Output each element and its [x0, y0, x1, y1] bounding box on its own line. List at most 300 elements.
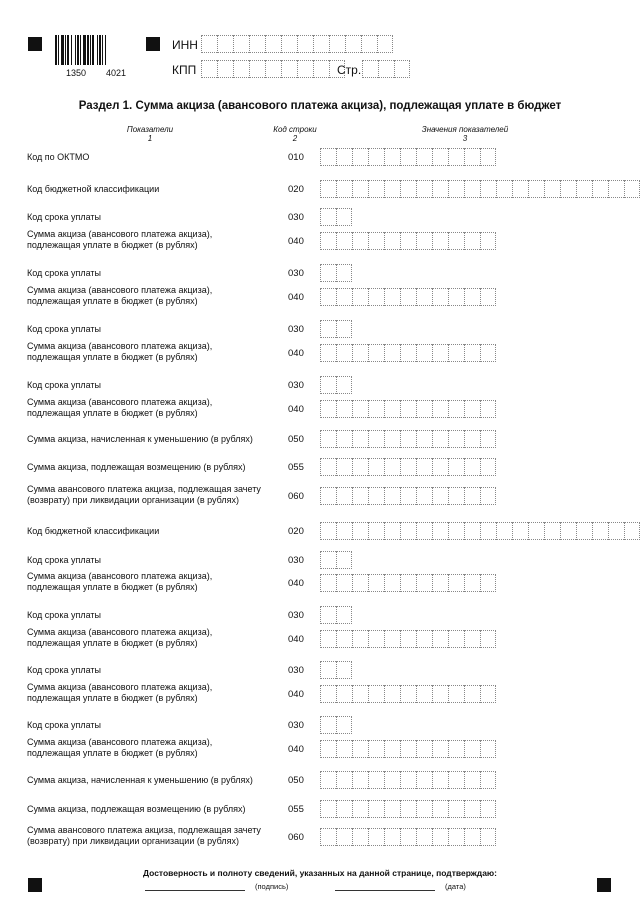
digit-cell[interactable] [368, 685, 384, 703]
digit-cell[interactable] [345, 35, 361, 53]
digit-cell[interactable] [361, 35, 377, 53]
digit-cell[interactable] [394, 60, 410, 78]
digit-cell[interactable] [464, 630, 480, 648]
digit-cell[interactable] [320, 828, 336, 846]
digit-cell[interactable] [368, 522, 384, 540]
row-value-field[interactable] [320, 376, 352, 394]
digit-cell[interactable] [400, 771, 416, 789]
row-label: Код бюджетной классификации [27, 526, 160, 536]
digit-cell[interactable] [432, 828, 448, 846]
digit-cell[interactable] [448, 800, 464, 818]
digit-cell[interactable] [320, 800, 336, 818]
digit-cell[interactable] [464, 458, 480, 476]
digit-cell[interactable] [352, 630, 368, 648]
digit-cell[interactable] [416, 771, 432, 789]
digit-cell[interactable] [384, 458, 400, 476]
digit-cell[interactable] [320, 630, 336, 648]
digit-cell[interactable] [464, 487, 480, 505]
digit-cell[interactable] [384, 522, 400, 540]
digit-cell[interactable] [400, 232, 416, 250]
digit-cell[interactable] [336, 458, 352, 476]
digit-cell[interactable] [320, 740, 336, 758]
digit-cell[interactable] [432, 180, 448, 198]
digit-cell[interactable] [464, 574, 480, 592]
digit-cell[interactable] [336, 148, 352, 166]
digit-cell[interactable] [320, 771, 336, 789]
digit-cell[interactable] [336, 320, 352, 338]
digit-cell[interactable] [320, 376, 336, 394]
page-label: Стр. [337, 63, 362, 77]
digit-cell[interactable] [560, 522, 576, 540]
digit-cell[interactable] [480, 400, 496, 418]
digit-cell[interactable] [352, 400, 368, 418]
row-value-field[interactable] [320, 400, 496, 418]
digit-cell[interactable] [464, 180, 480, 198]
row-value-field[interactable] [320, 551, 352, 569]
digit-cell[interactable] [384, 344, 400, 362]
digit-cell[interactable] [336, 771, 352, 789]
digit-cell[interactable] [480, 180, 496, 198]
row-label: Код срока уплаты [27, 610, 101, 620]
digit-cell[interactable] [400, 574, 416, 592]
digit-cell[interactable] [416, 487, 432, 505]
digit-cell[interactable] [352, 740, 368, 758]
digit-cell[interactable] [464, 232, 480, 250]
digit-cell[interactable] [464, 148, 480, 166]
digit-cell[interactable] [592, 522, 608, 540]
digit-cell[interactable] [320, 320, 336, 338]
digit-cell[interactable] [336, 522, 352, 540]
digit-cell[interactable] [480, 430, 496, 448]
digit-cell[interactable] [384, 828, 400, 846]
row-value-field[interactable] [320, 574, 496, 592]
digit-cell[interactable] [368, 400, 384, 418]
digit-cell[interactable] [464, 685, 480, 703]
digit-cell[interactable] [352, 522, 368, 540]
digit-cell[interactable] [352, 288, 368, 306]
digit-cell[interactable] [464, 771, 480, 789]
digit-cell[interactable] [432, 800, 448, 818]
digit-cell[interactable] [464, 800, 480, 818]
digit-cell[interactable] [480, 800, 496, 818]
digit-cell[interactable] [233, 35, 249, 53]
row-code: 020 [288, 526, 304, 537]
digit-cell[interactable] [432, 771, 448, 789]
digit-cell[interactable] [336, 606, 352, 624]
digit-cell[interactable] [432, 574, 448, 592]
digit-cell[interactable] [281, 35, 297, 53]
digit-cell[interactable] [384, 400, 400, 418]
digit-cell[interactable] [480, 740, 496, 758]
digit-cell[interactable] [368, 487, 384, 505]
digit-cell[interactable] [336, 574, 352, 592]
digit-cell[interactable] [265, 60, 281, 78]
digit-cell[interactable] [432, 522, 448, 540]
digit-cell[interactable] [320, 208, 336, 226]
digit-cell[interactable] [378, 60, 394, 78]
kpp-field[interactable] [201, 60, 345, 78]
digit-cell[interactable] [480, 685, 496, 703]
digit-cell[interactable] [480, 232, 496, 250]
digit-cell[interactable] [336, 232, 352, 250]
digit-cell[interactable] [217, 60, 233, 78]
digit-cell[interactable] [320, 458, 336, 476]
digit-cell[interactable] [400, 487, 416, 505]
digit-cell[interactable] [416, 400, 432, 418]
digit-cell[interactable] [320, 344, 336, 362]
digit-cell[interactable] [432, 487, 448, 505]
digit-cell[interactable] [368, 828, 384, 846]
row-value-field[interactable] [320, 344, 496, 362]
row-value-field[interactable] [320, 430, 496, 448]
digit-cell[interactable] [352, 828, 368, 846]
row-value-field[interactable] [320, 522, 640, 540]
digit-cell[interactable] [368, 800, 384, 818]
digit-cell[interactable] [432, 288, 448, 306]
row-value-field[interactable] [320, 740, 496, 758]
digit-cell[interactable] [336, 344, 352, 362]
digit-cell[interactable] [432, 232, 448, 250]
digit-cell[interactable] [384, 740, 400, 758]
digit-cell[interactable] [448, 148, 464, 166]
digit-cell[interactable] [297, 60, 313, 78]
digit-cell[interactable] [336, 376, 352, 394]
row-label: Сумма авансового платежа акциза, подлежащая зачету (возврату) при ликвидации организации (в рублях) [27, 484, 261, 505]
digit-cell[interactable] [352, 685, 368, 703]
digit-cell[interactable] [384, 574, 400, 592]
digit-cell[interactable] [368, 344, 384, 362]
digit-cell[interactable] [368, 574, 384, 592]
digit-cell[interactable] [368, 458, 384, 476]
digit-cell[interactable] [362, 60, 378, 78]
digit-cell[interactable] [416, 458, 432, 476]
digit-cell[interactable] [336, 630, 352, 648]
digit-cell[interactable] [352, 771, 368, 789]
digit-cell[interactable] [384, 148, 400, 166]
row-value-field[interactable] [320, 800, 496, 818]
digit-cell[interactable] [201, 60, 217, 78]
digit-cell[interactable] [432, 685, 448, 703]
digit-cell[interactable] [480, 630, 496, 648]
row-value-field[interactable] [320, 828, 496, 846]
digit-cell[interactable] [320, 661, 336, 679]
digit-cell[interactable] [416, 148, 432, 166]
digit-cell[interactable] [249, 35, 265, 53]
digit-cell[interactable] [416, 630, 432, 648]
digit-cell[interactable] [320, 148, 336, 166]
inn-field[interactable] [201, 35, 393, 53]
digit-cell[interactable] [352, 344, 368, 362]
digit-cell[interactable] [400, 430, 416, 448]
digit-cell[interactable] [400, 828, 416, 846]
digit-cell[interactable] [416, 232, 432, 250]
digit-cell[interactable] [432, 630, 448, 648]
digit-cell[interactable] [432, 430, 448, 448]
digit-cell[interactable] [400, 522, 416, 540]
digit-cell[interactable] [432, 458, 448, 476]
digit-cell[interactable] [608, 522, 624, 540]
digit-cell[interactable] [320, 574, 336, 592]
digit-cell[interactable] [329, 35, 345, 53]
digit-cell[interactable] [432, 344, 448, 362]
digit-cell[interactable] [320, 232, 336, 250]
row-label: Сумма акциза, начисленная к уменьшению (в рублях) [27, 775, 253, 785]
digit-cell[interactable] [336, 264, 352, 282]
digit-cell[interactable] [448, 487, 464, 505]
digit-cell[interactable] [464, 522, 480, 540]
digit-cell[interactable] [464, 828, 480, 846]
digit-cell[interactable] [400, 800, 416, 818]
digit-cell[interactable] [496, 180, 512, 198]
row-code: 020 [288, 184, 304, 195]
digit-cell[interactable] [400, 630, 416, 648]
digit-cell[interactable] [384, 232, 400, 250]
digit-cell[interactable] [448, 344, 464, 362]
row-value-field[interactable] [320, 208, 352, 226]
column-header-indicators-number: 1 [147, 134, 153, 143]
digit-cell[interactable] [416, 685, 432, 703]
digit-cell[interactable] [416, 430, 432, 448]
digit-cell[interactable] [384, 630, 400, 648]
digit-cell[interactable] [432, 148, 448, 166]
digit-cell[interactable] [384, 288, 400, 306]
row-label: Сумма акциза, подлежащая возмещению (в рублях) [27, 804, 246, 814]
digit-cell[interactable] [512, 522, 528, 540]
digit-cell[interactable] [496, 522, 512, 540]
digit-cell[interactable] [368, 288, 384, 306]
digit-cell[interactable] [512, 180, 528, 198]
row-value-field[interactable] [320, 180, 640, 198]
digit-cell[interactable] [448, 288, 464, 306]
digit-cell[interactable] [336, 800, 352, 818]
digit-cell[interactable] [432, 740, 448, 758]
digit-cell[interactable] [592, 180, 608, 198]
digit-cell[interactable] [416, 740, 432, 758]
digit-cell[interactable] [576, 522, 592, 540]
digit-cell[interactable] [320, 551, 336, 569]
digit-cell[interactable] [320, 430, 336, 448]
digit-cell[interactable] [336, 740, 352, 758]
digit-cell[interactable] [448, 232, 464, 250]
digit-cell[interactable] [416, 800, 432, 818]
row-code: 060 [288, 491, 304, 502]
row-code: 030 [288, 720, 304, 731]
corner-marker-top-left [28, 37, 42, 51]
row-value-field[interactable] [320, 232, 496, 250]
digit-cell[interactable] [464, 288, 480, 306]
digit-cell[interactable] [336, 487, 352, 505]
column-header-values-number: 3 [462, 134, 468, 143]
digit-cell[interactable] [297, 35, 313, 53]
digit-cell[interactable] [320, 400, 336, 418]
digit-cell[interactable] [448, 180, 464, 198]
row-label: Сумма акциза (авансового платежа акциза), подлежащая уплате в бюджет (в рублях) [27, 682, 213, 703]
digit-cell[interactable] [352, 800, 368, 818]
digit-cell[interactable] [336, 400, 352, 418]
digit-cell[interactable] [448, 522, 464, 540]
digit-cell[interactable] [480, 574, 496, 592]
digit-cell[interactable] [368, 740, 384, 758]
digit-cell[interactable] [313, 60, 329, 78]
row-value-field[interactable] [320, 487, 496, 505]
digit-cell[interactable] [448, 685, 464, 703]
row-label: Сумма акциза (авансового платежа акциза), подлежащая уплате в бюджет (в рублях) [27, 737, 213, 758]
digit-cell[interactable] [544, 180, 560, 198]
digit-cell[interactable] [320, 264, 336, 282]
digit-cell[interactable] [448, 740, 464, 758]
digit-cell[interactable] [400, 344, 416, 362]
digit-cell[interactable] [368, 180, 384, 198]
digit-cell[interactable] [400, 400, 416, 418]
row-code: 050 [288, 775, 304, 786]
digit-cell[interactable] [384, 487, 400, 505]
digit-cell[interactable] [320, 685, 336, 703]
row-label: Код срока уплаты [27, 268, 101, 278]
digit-cell[interactable] [352, 574, 368, 592]
row-value-field[interactable] [320, 288, 496, 306]
row-value-field[interactable] [320, 716, 352, 734]
digit-cell[interactable] [480, 828, 496, 846]
barcode [55, 35, 133, 65]
digit-cell[interactable] [416, 288, 432, 306]
digit-cell[interactable] [320, 288, 336, 306]
digit-cell[interactable] [217, 35, 233, 53]
row-value-field[interactable] [320, 320, 352, 338]
digit-cell[interactable] [432, 400, 448, 418]
digit-cell[interactable] [480, 522, 496, 540]
row-label: Сумма акциза (авансового платежа акциза), подлежащая уплате в бюджет (в рублях) [27, 285, 213, 306]
digit-cell[interactable] [464, 400, 480, 418]
digit-cell[interactable] [336, 208, 352, 226]
digit-cell[interactable] [528, 522, 544, 540]
digit-cell[interactable] [265, 35, 281, 53]
digit-cell[interactable] [384, 771, 400, 789]
digit-cell[interactable] [384, 430, 400, 448]
digit-cell[interactable] [233, 60, 249, 78]
digit-cell[interactable] [352, 148, 368, 166]
row-value-field[interactable] [320, 606, 352, 624]
digit-cell[interactable] [352, 180, 368, 198]
row-label: Код срока уплаты [27, 555, 101, 565]
digit-cell[interactable] [448, 400, 464, 418]
page-number-field[interactable] [362, 60, 410, 78]
digit-cell[interactable] [249, 60, 265, 78]
digit-cell[interactable] [480, 344, 496, 362]
digit-cell[interactable] [377, 35, 393, 53]
digit-cell[interactable] [320, 606, 336, 624]
row-value-field[interactable] [320, 661, 352, 679]
digit-cell[interactable] [368, 148, 384, 166]
digit-cell[interactable] [480, 487, 496, 505]
digit-cell[interactable] [352, 458, 368, 476]
digit-cell[interactable] [528, 180, 544, 198]
digit-cell[interactable] [400, 148, 416, 166]
digit-cell[interactable] [336, 430, 352, 448]
digit-cell[interactable] [416, 180, 432, 198]
digit-cell[interactable] [352, 232, 368, 250]
digit-cell[interactable] [336, 685, 352, 703]
digit-cell[interactable] [384, 685, 400, 703]
digit-cell[interactable] [320, 487, 336, 505]
digit-cell[interactable] [384, 800, 400, 818]
digit-cell[interactable] [336, 828, 352, 846]
digit-cell[interactable] [400, 740, 416, 758]
digit-cell[interactable] [400, 685, 416, 703]
digit-cell[interactable] [320, 522, 336, 540]
digit-cell[interactable] [464, 430, 480, 448]
digit-cell[interactable] [313, 35, 329, 53]
row-code: 050 [288, 434, 304, 445]
digit-cell[interactable] [336, 288, 352, 306]
digit-cell[interactable] [448, 458, 464, 476]
inn-label: ИНН [172, 38, 198, 52]
row-value-field[interactable] [320, 685, 496, 703]
digit-cell[interactable] [352, 430, 368, 448]
row-value-field[interactable] [320, 148, 496, 166]
digit-cell[interactable] [368, 430, 384, 448]
corner-marker-bottom-left [28, 878, 42, 892]
row-value-field[interactable] [320, 458, 496, 476]
digit-cell[interactable] [448, 630, 464, 648]
row-label: Сумма акциза, подлежащая возмещению (в рублях) [27, 462, 246, 472]
digit-cell[interactable] [368, 232, 384, 250]
digit-cell[interactable] [416, 828, 432, 846]
digit-cell[interactable] [448, 574, 464, 592]
signature-line[interactable] [145, 890, 245, 891]
digit-cell[interactable] [336, 180, 352, 198]
digit-cell[interactable] [384, 180, 400, 198]
digit-cell[interactable] [464, 344, 480, 362]
digit-cell[interactable] [608, 180, 624, 198]
digit-cell[interactable] [560, 180, 576, 198]
digit-cell[interactable] [368, 771, 384, 789]
digit-cell[interactable] [400, 288, 416, 306]
digit-cell[interactable] [320, 716, 336, 734]
digit-cell[interactable] [624, 180, 640, 198]
digit-cell[interactable] [480, 148, 496, 166]
row-value-field[interactable] [320, 264, 352, 282]
digit-cell[interactable] [576, 180, 592, 198]
digit-cell[interactable] [281, 60, 297, 78]
digit-cell[interactable] [480, 771, 496, 789]
digit-cell[interactable] [480, 288, 496, 306]
digit-cell[interactable] [336, 551, 352, 569]
row-code: 040 [288, 689, 304, 700]
digit-cell[interactable] [400, 180, 416, 198]
digit-cell[interactable] [400, 458, 416, 476]
row-code: 040 [288, 634, 304, 645]
date-line[interactable] [335, 890, 435, 891]
digit-cell[interactable] [201, 35, 217, 53]
digit-cell[interactable] [464, 740, 480, 758]
digit-cell[interactable] [368, 630, 384, 648]
digit-cell[interactable] [416, 344, 432, 362]
digit-cell[interactable] [448, 430, 464, 448]
digit-cell[interactable] [320, 180, 336, 198]
digit-cell[interactable] [624, 522, 640, 540]
digit-cell[interactable] [416, 574, 432, 592]
digit-cell[interactable] [352, 487, 368, 505]
digit-cell[interactable] [416, 522, 432, 540]
digit-cell[interactable] [480, 458, 496, 476]
row-value-field[interactable] [320, 771, 496, 789]
digit-cell[interactable] [336, 716, 352, 734]
digit-cell[interactable] [448, 828, 464, 846]
digit-cell[interactable] [544, 522, 560, 540]
digit-cell[interactable] [336, 661, 352, 679]
row-value-field[interactable] [320, 630, 496, 648]
digit-cell[interactable] [448, 771, 464, 789]
